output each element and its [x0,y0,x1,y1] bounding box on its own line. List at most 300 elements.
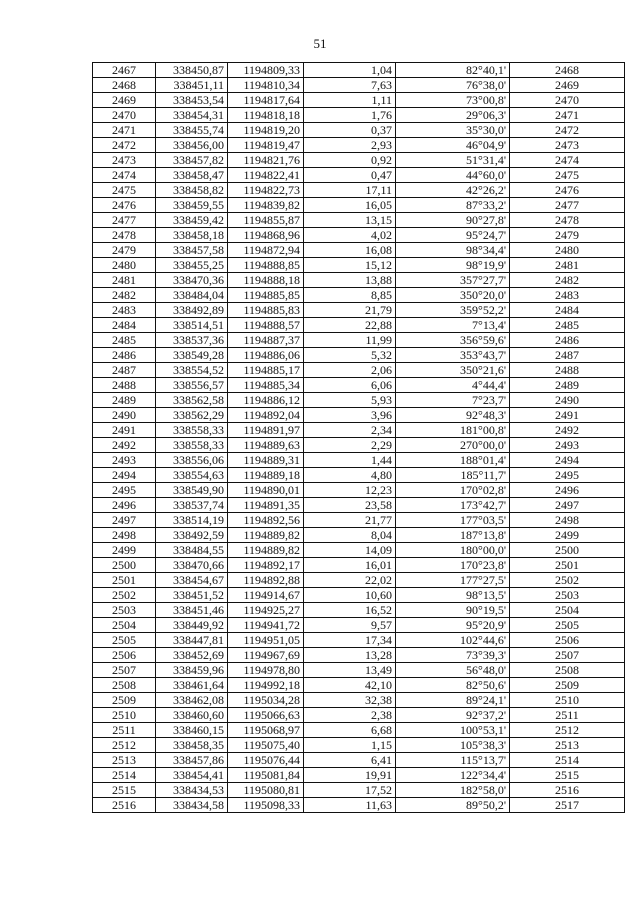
x-coordinate-cell: 338434,53 [156,783,228,798]
direction-angle-cell: 7°23,7' [396,393,510,408]
table-row [93,153,625,168]
table-row [93,543,625,558]
y-coordinate-cell: 1194885,17 [228,363,304,378]
direction-angle-cell: 29°06,3' [396,108,510,123]
direction-angle-cell: 92°48,3' [396,408,510,423]
table-row [93,378,625,393]
distance-cell: 14,09 [304,543,396,558]
coordinates-table-body [93,63,625,813]
distance-cell: 5,93 [304,393,396,408]
next-point-cell: 2493 [510,438,625,453]
y-coordinate-cell: 1194889,82 [228,543,304,558]
distance-cell: 19,91 [304,768,396,783]
x-coordinate-cell: 338562,29 [156,408,228,423]
table-row [93,708,625,723]
x-coordinate-cell: 338447,81 [156,633,228,648]
direction-angle-cell: 82°50,6' [396,678,510,693]
distance-cell: 2,38 [304,708,396,723]
distance-cell: 17,11 [304,183,396,198]
next-point-cell: 2505 [510,618,625,633]
table-row [93,693,625,708]
y-coordinate-cell: 1194885,85 [228,288,304,303]
distance-cell: 13,15 [304,213,396,228]
next-point-cell: 2481 [510,258,625,273]
next-point-cell: 2490 [510,393,625,408]
table-row [93,198,625,213]
table-row [93,678,625,693]
x-coordinate-cell: 338537,74 [156,498,228,513]
y-coordinate-cell: 1194892,56 [228,513,304,528]
distance-cell: 16,52 [304,603,396,618]
point-number-cell: 2477 [93,213,156,228]
coordinates-table [92,62,625,813]
direction-angle-cell: 180°00,0' [396,543,510,558]
table-row [93,393,625,408]
x-coordinate-cell: 338558,33 [156,438,228,453]
table-row [93,288,625,303]
distance-cell: 17,34 [304,633,396,648]
y-coordinate-cell: 1194889,63 [228,438,304,453]
y-coordinate-cell: 1194914,67 [228,588,304,603]
table-row [93,738,625,753]
table-row [93,303,625,318]
point-number-cell: 2507 [93,663,156,678]
next-point-cell: 2484 [510,303,625,318]
next-point-cell: 2494 [510,453,625,468]
y-coordinate-cell: 1194941,72 [228,618,304,633]
distance-cell: 9,57 [304,618,396,633]
table-row [93,168,625,183]
direction-angle-cell: 82°40,1' [396,63,510,78]
y-coordinate-cell: 1194822,41 [228,168,304,183]
table-row [93,558,625,573]
table-row [93,318,625,333]
distance-cell: 12,23 [304,483,396,498]
distance-cell: 2,34 [304,423,396,438]
table-row [93,588,625,603]
x-coordinate-cell: 338458,82 [156,183,228,198]
x-coordinate-cell: 338454,67 [156,573,228,588]
direction-angle-cell: 51°31,4' [396,153,510,168]
x-coordinate-cell: 338484,55 [156,543,228,558]
distance-cell: 8,85 [304,288,396,303]
x-coordinate-cell: 338554,63 [156,468,228,483]
y-coordinate-cell: 1195068,97 [228,723,304,738]
distance-cell: 21,79 [304,303,396,318]
point-number-cell: 2501 [93,573,156,588]
x-coordinate-cell: 338454,41 [156,768,228,783]
table-row [93,528,625,543]
point-number-cell: 2472 [93,138,156,153]
point-number-cell: 2487 [93,363,156,378]
table-row [93,603,625,618]
direction-angle-cell: 177°27,5' [396,573,510,588]
point-number-cell: 2516 [93,798,156,813]
distance-cell: 1,44 [304,453,396,468]
point-number-cell: 2483 [93,303,156,318]
y-coordinate-cell: 1194889,31 [228,453,304,468]
direction-angle-cell: 188°01,4' [396,453,510,468]
direction-angle-cell: 98°19,9' [396,258,510,273]
distance-cell: 22,88 [304,318,396,333]
distance-cell: 4,02 [304,228,396,243]
x-coordinate-cell: 338451,52 [156,588,228,603]
table-row [93,78,625,93]
next-point-cell: 2513 [510,738,625,753]
y-coordinate-cell: 1194925,27 [228,603,304,618]
x-coordinate-cell: 338459,96 [156,663,228,678]
point-number-cell: 2509 [93,693,156,708]
x-coordinate-cell: 338562,58 [156,393,228,408]
x-coordinate-cell: 338537,36 [156,333,228,348]
next-point-cell: 2489 [510,378,625,393]
next-point-cell: 2506 [510,633,625,648]
distance-cell: 5,32 [304,348,396,363]
next-point-cell: 2500 [510,543,625,558]
point-number-cell: 2495 [93,483,156,498]
next-point-cell: 2499 [510,528,625,543]
y-coordinate-cell: 1194888,57 [228,318,304,333]
point-number-cell: 2468 [93,78,156,93]
next-point-cell: 2512 [510,723,625,738]
x-coordinate-cell: 338514,51 [156,318,228,333]
x-coordinate-cell: 338452,69 [156,648,228,663]
next-point-cell: 2504 [510,603,625,618]
table-row [93,633,625,648]
y-coordinate-cell: 1194819,20 [228,123,304,138]
table-row [93,363,625,378]
next-point-cell: 2486 [510,333,625,348]
x-coordinate-cell: 338457,58 [156,243,228,258]
distance-cell: 0,92 [304,153,396,168]
page-number: 51 [313,36,327,51]
y-coordinate-cell: 1194885,34 [228,378,304,393]
direction-angle-cell: 177°03,5' [396,513,510,528]
point-number-cell: 2494 [93,468,156,483]
x-coordinate-cell: 338460,60 [156,708,228,723]
x-coordinate-cell: 338458,47 [156,168,228,183]
table-row [93,723,625,738]
x-coordinate-cell: 338556,06 [156,453,228,468]
next-point-cell: 2479 [510,228,625,243]
x-coordinate-cell: 338460,15 [156,723,228,738]
point-number-cell: 2515 [93,783,156,798]
x-coordinate-cell: 338492,89 [156,303,228,318]
next-point-cell: 2492 [510,423,625,438]
y-coordinate-cell: 1194886,06 [228,348,304,363]
direction-angle-cell: 357°27,7' [396,273,510,288]
y-coordinate-cell: 1194992,18 [228,678,304,693]
point-number-cell: 2514 [93,768,156,783]
y-coordinate-cell: 1194892,17 [228,558,304,573]
y-coordinate-cell: 1195076,44 [228,753,304,768]
point-number-cell: 2478 [93,228,156,243]
next-point-cell: 2517 [510,798,625,813]
x-coordinate-cell: 338454,31 [156,108,228,123]
direction-angle-cell: 100°53,1' [396,723,510,738]
y-coordinate-cell: 1194890,01 [228,483,304,498]
y-coordinate-cell: 1195081,84 [228,768,304,783]
point-number-cell: 2499 [93,543,156,558]
direction-angle-cell: 35°30,0' [396,123,510,138]
next-point-cell: 2474 [510,153,625,168]
point-number-cell: 2489 [93,393,156,408]
next-point-cell: 2475 [510,168,625,183]
y-coordinate-cell: 1194891,35 [228,498,304,513]
direction-angle-cell: 350°20,0' [396,288,510,303]
next-point-cell: 2515 [510,768,625,783]
distance-cell: 1,15 [304,738,396,753]
direction-angle-cell: 87°33,2' [396,198,510,213]
y-coordinate-cell: 1194889,82 [228,528,304,543]
distance-cell: 0,47 [304,168,396,183]
x-coordinate-cell: 338514,19 [156,513,228,528]
point-number-cell: 2500 [93,558,156,573]
y-coordinate-cell: 1194892,88 [228,573,304,588]
point-number-cell: 2467 [93,63,156,78]
y-coordinate-cell: 1194855,87 [228,213,304,228]
next-point-cell: 2498 [510,513,625,528]
table-row [93,138,625,153]
next-point-cell: 2510 [510,693,625,708]
distance-cell: 16,01 [304,558,396,573]
direction-angle-cell: 90°19,5' [396,603,510,618]
table-row [93,333,625,348]
y-coordinate-cell: 1194967,69 [228,648,304,663]
table-row [93,768,625,783]
point-number-cell: 2506 [93,648,156,663]
next-point-cell: 2514 [510,753,625,768]
distance-cell: 13,28 [304,648,396,663]
point-number-cell: 2511 [93,723,156,738]
y-coordinate-cell: 1194819,47 [228,138,304,153]
point-number-cell: 2497 [93,513,156,528]
point-number-cell: 2491 [93,423,156,438]
table-row [93,753,625,768]
table-row [93,438,625,453]
direction-angle-cell: 7°13,4' [396,318,510,333]
distance-cell: 23,58 [304,498,396,513]
point-number-cell: 2481 [93,273,156,288]
table-row [93,423,625,438]
x-coordinate-cell: 338451,11 [156,78,228,93]
distance-cell: 4,80 [304,468,396,483]
x-coordinate-cell: 338453,54 [156,93,228,108]
distance-cell: 22,02 [304,573,396,588]
next-point-cell: 2507 [510,648,625,663]
table-row [93,243,625,258]
next-point-cell: 2469 [510,78,625,93]
point-number-cell: 2480 [93,258,156,273]
direction-angle-cell: 350°21,6' [396,363,510,378]
y-coordinate-cell: 1195034,28 [228,693,304,708]
y-coordinate-cell: 1194868,96 [228,228,304,243]
direction-angle-cell: 187°13,8' [396,528,510,543]
direction-angle-cell: 44°60,0' [396,168,510,183]
table-row [93,453,625,468]
table-row [93,618,625,633]
x-coordinate-cell: 338457,86 [156,753,228,768]
distance-cell: 6,68 [304,723,396,738]
table-row [93,498,625,513]
next-point-cell: 2468 [510,63,625,78]
distance-cell: 3,96 [304,408,396,423]
point-number-cell: 2493 [93,453,156,468]
y-coordinate-cell: 1194839,82 [228,198,304,213]
distance-cell: 15,12 [304,258,396,273]
direction-angle-cell: 89°50,2' [396,798,510,813]
direction-angle-cell: 90°27,8' [396,213,510,228]
x-coordinate-cell: 338450,87 [156,63,228,78]
point-number-cell: 2490 [93,408,156,423]
distance-cell: 10,60 [304,588,396,603]
direction-angle-cell: 170°23,8' [396,558,510,573]
table-row [93,348,625,363]
point-number-cell: 2485 [93,333,156,348]
next-point-cell: 2516 [510,783,625,798]
direction-angle-cell: 95°20,9' [396,618,510,633]
y-coordinate-cell: 1194809,33 [228,63,304,78]
next-point-cell: 2502 [510,573,625,588]
x-coordinate-cell: 338492,59 [156,528,228,543]
point-number-cell: 2469 [93,93,156,108]
point-number-cell: 2486 [93,348,156,363]
y-coordinate-cell: 1194951,05 [228,633,304,648]
direction-angle-cell: 76°38,0' [396,78,510,93]
point-number-cell: 2479 [93,243,156,258]
table-row [93,468,625,483]
next-point-cell: 2478 [510,213,625,228]
direction-angle-cell: 122°34,4' [396,768,510,783]
direction-angle-cell: 115°13,7' [396,753,510,768]
next-point-cell: 2471 [510,108,625,123]
point-number-cell: 2505 [93,633,156,648]
direction-angle-cell: 46°04,9' [396,138,510,153]
x-coordinate-cell: 338470,36 [156,273,228,288]
distance-cell: 17,52 [304,783,396,798]
direction-angle-cell: 170°02,8' [396,483,510,498]
next-point-cell: 2487 [510,348,625,363]
point-number-cell: 2503 [93,603,156,618]
distance-cell: 11,99 [304,333,396,348]
distance-cell: 0,37 [304,123,396,138]
direction-angle-cell: 353°43,7' [396,348,510,363]
y-coordinate-cell: 1194822,73 [228,183,304,198]
y-coordinate-cell: 1194885,83 [228,303,304,318]
x-coordinate-cell: 338458,18 [156,228,228,243]
next-point-cell: 2476 [510,183,625,198]
next-point-cell: 2470 [510,93,625,108]
table-row [93,648,625,663]
point-number-cell: 2471 [93,123,156,138]
y-coordinate-cell: 1194810,34 [228,78,304,93]
point-number-cell: 2476 [93,198,156,213]
direction-angle-cell: 105°38,3' [396,738,510,753]
x-coordinate-cell: 338458,35 [156,738,228,753]
x-coordinate-cell: 338459,42 [156,213,228,228]
next-point-cell: 2488 [510,363,625,378]
distance-cell: 6,41 [304,753,396,768]
y-coordinate-cell: 1194886,12 [228,393,304,408]
next-point-cell: 2472 [510,123,625,138]
point-number-cell: 2508 [93,678,156,693]
distance-cell: 1,11 [304,93,396,108]
x-coordinate-cell: 338484,04 [156,288,228,303]
next-point-cell: 2483 [510,288,625,303]
direction-angle-cell: 98°34,4' [396,243,510,258]
y-coordinate-cell: 1194978,80 [228,663,304,678]
x-coordinate-cell: 338449,92 [156,618,228,633]
direction-angle-cell: 73°39,3' [396,648,510,663]
direction-angle-cell: 185°11,7' [396,468,510,483]
x-coordinate-cell: 338455,74 [156,123,228,138]
table-row [93,513,625,528]
distance-cell: 2,29 [304,438,396,453]
table-row [93,258,625,273]
table-row [93,183,625,198]
x-coordinate-cell: 338455,25 [156,258,228,273]
direction-angle-cell: 89°24,1' [396,693,510,708]
y-coordinate-cell: 1194821,76 [228,153,304,168]
x-coordinate-cell: 338456,00 [156,138,228,153]
distance-cell: 2,93 [304,138,396,153]
next-point-cell: 2509 [510,678,625,693]
direction-angle-cell: 42°26,2' [396,183,510,198]
next-point-cell: 2482 [510,273,625,288]
next-point-cell: 2485 [510,318,625,333]
distance-cell: 16,08 [304,243,396,258]
point-number-cell: 2504 [93,618,156,633]
table-row [93,213,625,228]
point-number-cell: 2496 [93,498,156,513]
x-coordinate-cell: 338554,52 [156,363,228,378]
table-row [93,483,625,498]
table-row [93,573,625,588]
direction-angle-cell: 4°44,4' [396,378,510,393]
next-point-cell: 2491 [510,408,625,423]
y-coordinate-cell: 1194817,64 [228,93,304,108]
next-point-cell: 2495 [510,468,625,483]
distance-cell: 16,05 [304,198,396,213]
point-number-cell: 2513 [93,753,156,768]
distance-cell: 7,63 [304,78,396,93]
table-row [93,123,625,138]
distance-cell: 42,10 [304,678,396,693]
y-coordinate-cell: 1194892,04 [228,408,304,423]
table-row [93,228,625,243]
point-number-cell: 2510 [93,708,156,723]
direction-angle-cell: 98°13,5' [396,588,510,603]
distance-cell: 1,76 [304,108,396,123]
x-coordinate-cell: 338556,57 [156,378,228,393]
table-row [93,108,625,123]
x-coordinate-cell: 338470,66 [156,558,228,573]
distance-cell: 13,49 [304,663,396,678]
y-coordinate-cell: 1195075,40 [228,738,304,753]
x-coordinate-cell: 338558,33 [156,423,228,438]
y-coordinate-cell: 1194872,94 [228,243,304,258]
table-row [93,93,625,108]
distance-cell: 13,88 [304,273,396,288]
x-coordinate-cell: 338461,64 [156,678,228,693]
next-point-cell: 2503 [510,588,625,603]
table-row [93,663,625,678]
direction-angle-cell: 270°00,0' [396,438,510,453]
point-number-cell: 2498 [93,528,156,543]
next-point-cell: 2508 [510,663,625,678]
next-point-cell: 2496 [510,483,625,498]
y-coordinate-cell: 1194888,18 [228,273,304,288]
